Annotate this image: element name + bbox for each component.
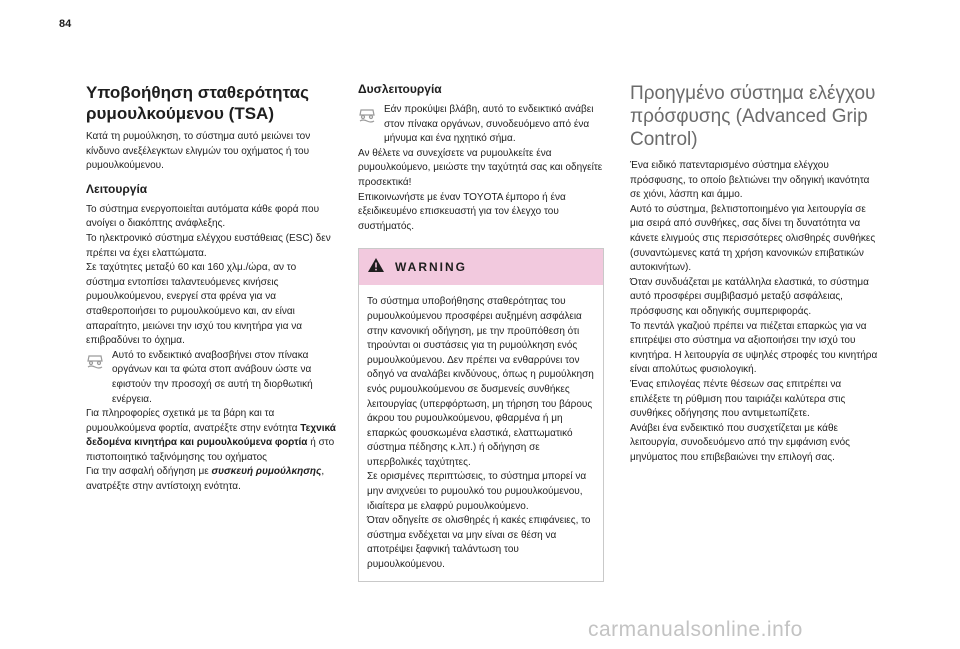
column-right bbox=[630, 82, 878, 465]
warning-title: WARNING bbox=[395, 260, 467, 275]
warning-body bbox=[359, 285, 603, 580]
towing-reference: Για την ασφαλή οδήγηση με συσκευή ρυμούλκησης, ανατρέξτε στην αντίστοιχη ενότητα. bbox=[86, 466, 325, 493]
subheading-operation: Λειτουργία bbox=[86, 181, 148, 196]
operation-para-1: Το σύστημα ενεργοποιείται αυτόματα κάθε φορά που ανοίγει ο διακόπτης ανάφλεξης. bbox=[86, 203, 320, 230]
weights-reference: Για πληροφορίες σχετικά με τα βάρη και τα ρυμουλκούμενα φορτία, ανατρέξτε στην ενότητα Τεχνικά δεδομένα κινητήρα και ρυμουλκούμενα φορτία ή στο πιστοποιητικό ταξινόμησης του οχήματος bbox=[86, 408, 336, 463]
column-middle bbox=[358, 82, 606, 582]
malfunction-para-1: Αν θέλετε να συνεχίσετε να ρυμουλκείτε ένα ρυμουλκούμενο, μειώστε την ταχύτητά σας και οδηγείτε προσεκτικά! bbox=[358, 147, 603, 188]
warning-para-1: Το σύστημα υποβοήθησης σταθερότητας του ρυμουλκούμενου προσφέρει αυξημένη ασφάλεια στην κανονική οδήγηση, με την προϋπόθεση ότι τηρούνται οι συστάσεις για τη ρυμούλκηση ενός ρυμουλκούμενου. Δεν πρέπει να ενθαρρύνει τον οδηγό να αναλάβει κινδύνους, όπως η ρυμούλκηση ενός ρυμουλκούμενου σε δυσμενείς συνθήκες λειτουργίας (υπερφόρτωση, μη τήρηση του βάρους άκρου του ρυμουλκούμενου, φθαρμένα ή μη επαρκώς φουσκωμένα ελαστικά, ελαττωματικό σύστημα πέδησης κ.λπ.) ή οδήγηση σε υπερβολικές ταχύτητες. bbox=[367, 296, 594, 468]
grip-para-3: Όταν συνδυάζεται με κατάλληλα ελαστικά, το σύστημα αυτό προσφέρει συμβιβασμό μεταξύ ασφάλειας, πρόσφυσης και οδηγικής συμπεριφοράς. bbox=[630, 276, 869, 317]
trailer-stability-icon bbox=[358, 103, 376, 147]
page-number: 84 bbox=[59, 18, 72, 30]
grip-para-6: Ανάβει ένα ενδεικτικό που συσχετίζεται με κάθε λειτουργία, συνοδευόμενο από την εμφάνιση ενός μηνύματος που επιβεβαιώνει την επιλογή σας. bbox=[630, 422, 850, 463]
grip-para-1: Ένα ειδικό πατενταρισμένο σύστημα ελέγχου πρόσφυσης, το οποίο βελτιώνει την οδηγική ικανότητα σε χιόνι, λάσπη και άμμο. bbox=[630, 160, 870, 201]
malfunction-para-2: Επικοινωνήστε με έναν TOYOTA έμπορο ή ένα εξειδικευμένο επισκευαστή για τον έλεγχο του συστήματός. bbox=[358, 191, 566, 232]
indicator-note-text: Αυτό το ενδεικτικό αναβοσβήνει στον πίνακα οργάνων και τα φώτα στοπ ανάβουν ώστε να εφιστούν την προσοχή σε αυτή τη διορθωτική ενέργεια. bbox=[112, 349, 313, 405]
grip-para-2: Αυτό το σύστημα, βελτιστοποιημένο για λειτουργία σε μια σειρά από συνθήκες, σας δίνει τη δυνατότητα να κάνετε ελιγμούς στις περισσότερες ολισθηρές συνθήκες (συναντώμενες κατά τη χρήση κανονικών επιβατικών αυτοκινήτων). bbox=[630, 203, 876, 274]
trailer-stability-icon bbox=[86, 349, 104, 407]
subheading-malfunction: Δυσλειτουργία bbox=[358, 82, 442, 96]
warning-box bbox=[358, 248, 604, 581]
malfunction-indicator-note bbox=[358, 103, 606, 147]
intro-text: Κατά τη ρυμούλκηση, το σύστημα αυτό μειώνει τον κίνδυνο ανεξέλεγκτων ελιγμών του οχήματος ή του ρυμουλκούμενου. bbox=[86, 131, 311, 172]
grip-para-5: Ένας επιλογέας πέντε θέσεων σας επιτρέπει να επιλέξετε τη ρύθμιση που ταιριάζει καλύτερα στις συνθήκες οδήγησης που αντιμετωπίζετε. bbox=[630, 378, 846, 420]
grip-para-4: Το πεντάλ γκαζιού πρέπει να πιέζεται επαρκώς για να επιτρέψει στο σύστημα να αξιοποιήσει την ισχύ του κινητήρα. Η λειτουργία σε υψηλές στροφές του κινητήρα είναι απολύτως φυσιολογική. bbox=[630, 320, 878, 376]
towing-device-reference: συσκευή ρυμούλκησης bbox=[211, 466, 322, 478]
operation-para-2: Το ηλεκτρονικό σύστημα ελέγχου ευστάθειας (ESC) δεν πρέπει να έχει ελαττώματα. bbox=[86, 232, 331, 259]
section-title-tsa: Υποβοήθηση σταθερότητας ρυμουλκούμενου (TSA) bbox=[86, 83, 309, 123]
malfunction-note-text: Εάν προκύψει βλάβη, αυτό το ενδεικτικό ανάβει στον πίνακα οργάνων, συνοδευόμενο από ένα μήνυμα και ένα ηχητικό σήμα. bbox=[384, 104, 594, 145]
column-left bbox=[86, 82, 336, 495]
technical-data-reference: Τεχνικά δεδομένα κινητήρα και ρυμουλκούμενα φορτία bbox=[86, 422, 336, 449]
warning-para-2: Σε ορισμένες περιπτώσεις, το σύστημα μπορεί να μην ανιχνεύει το ρυμουλκό του ρυμουλκούμενου, ιδιαίτερα με ελαφρύ ρυμουλκούμενο. bbox=[367, 471, 587, 512]
warning-para-3: Όταν οδηγείτε σε ολισθηρές ή κακές επιφάνειες, το σύστημα ενδέχεται να μην είναι σε θέση να αποτρέψει ξαφνική ταλάντωση του ρυμουλκούμενου. bbox=[367, 515, 591, 571]
warning-triangle-icon bbox=[367, 257, 385, 279]
warning-header bbox=[359, 249, 603, 285]
watermark: carmanualsonline.info bbox=[588, 618, 803, 641]
operation-para-3: Σε ταχύτητες μεταξύ 60 και 160 χλμ./ώρα, αν το σύστημα εντοπίσει ταλαντευόμενες κινήσεις ρυμουλκούμενου, ενεργεί στα φρένα για να σταθεροποιήσει το ρυμουλκούμενο και, αν είναι απαραίτητο, μειώνει την ισχύ του κινητήρα για να επιβραδύνει το όχημα. bbox=[86, 262, 303, 347]
indicator-note bbox=[86, 349, 336, 407]
section-title-grip-control: Προηγμένο σύστημα ελέγχου πρόσφυσης (Advanced Grip Control) bbox=[630, 83, 876, 150]
